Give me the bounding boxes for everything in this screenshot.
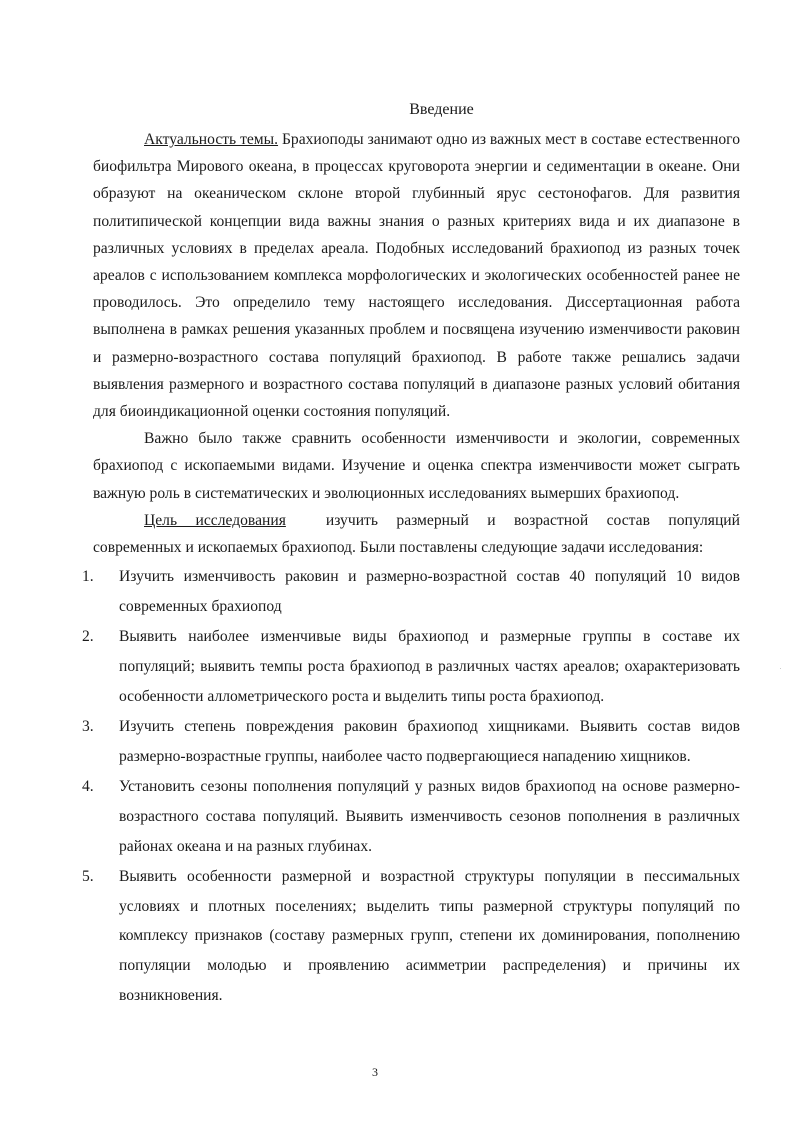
list-item: [82, 562, 740, 621]
list-item: [82, 712, 740, 771]
list-item-number: 4.: [82, 778, 94, 796]
list-item-number: 5.: [82, 868, 94, 886]
goal-text: изучить размерный и возрастной состав популяций современных и ископаемых брахиопод. Были поставлены следующие задачи исследования:: [93, 511, 740, 557]
list-item: [82, 862, 740, 1010]
tasks-list: [82, 562, 740, 1010]
relevance-text: Брахиоподы занимают одно из важных мест в составе естественного биофильтра Мирового океана, в процессах круговорота энергии и седиментации в океане. Они образуют на океаническом склоне второй глубинный ярус сестонофагов. Для развития политипической концепции вида важны знания о разных критериях вида и их диапазоне в различных условиях в пределах ареала. Подобных исследований брахиопод из разных точек ареалов с использованием комплекса морфологических и экологических особенностей ранее не проводилось. Это определило тему настоящего исследования. Диссертационная работа выполнена в рамках решения указанных проблем и посвящена изучению изменчивости раковин и размерно-возрастного состава популяций брахиопод. В работе также решались задачи выявления размерного и возрастного состава популяций в диапазоне разных условий обитания для биоиндикационной оценки состояния популяций.: [93, 131, 740, 421]
relevance-label: Актуальность темы.: [144, 131, 279, 148]
goal-paragraph: [93, 507, 740, 561]
list-item-number: 1.: [82, 568, 94, 586]
goal-label: Цель исследования: [144, 511, 286, 529]
comparison-paragraph: Важно было также сравнить особенности изменчивости и экологии, современных брахиопод с ископаемыми видами. Изучение и оценка спектра изменчивости может сыграть важную роль в систематических и эволюционных исследованиях вымерших брахиопод.: [93, 430, 740, 502]
page-number: 3: [372, 1065, 378, 1079]
list-item-text: Выявить наиболее изменчивые виды брахиопод и размерные группы в составе их популяций; выявить темпы роста брахиопод в различных частях ареалов; охарактеризовать особенности аллометрического роста и выделить типы роста брахиопод.: [119, 628, 740, 705]
list-item-number: 2.: [82, 628, 94, 646]
list-item-text: Изучить степень повреждения раковин брахиопод хищниками. Выявить состав видов размерно-возрастные группы, наиболее часто подвергающиеся нападению хищников.: [119, 718, 740, 765]
list-item-text: Выявить особенности размерной и возрастной структуры популяции в пессимальных условиях и плотных поселениях; выделить типы размерной структуры популяций по комплексу признаков (составу размерных групп, степени их доминирования, пополнению популяции молодью и проявлению асимметрии распределения) и причины их возникновения.: [119, 868, 740, 1004]
list-item-number: 3.: [82, 718, 94, 736]
list-item: [82, 772, 740, 861]
list-item-text: Изучить изменчивость раковин и размерно-возрастной состав 40 популяций 10 видов современных брахиопод: [119, 568, 740, 615]
list-item-text: Установить сезоны пополнения популяций у разных видов брахиопод на основе размерно-возрастного состава популяций. Выявить изменчивость сезонов пополнения в различных районах океана и на разных глубинах.: [119, 778, 740, 855]
list-item: [82, 622, 740, 711]
relevance-paragraph: [93, 126, 740, 425]
scan-mark: [780, 668, 781, 669]
document-body: [82, 126, 740, 1010]
section-heading: Введение: [409, 101, 474, 118]
